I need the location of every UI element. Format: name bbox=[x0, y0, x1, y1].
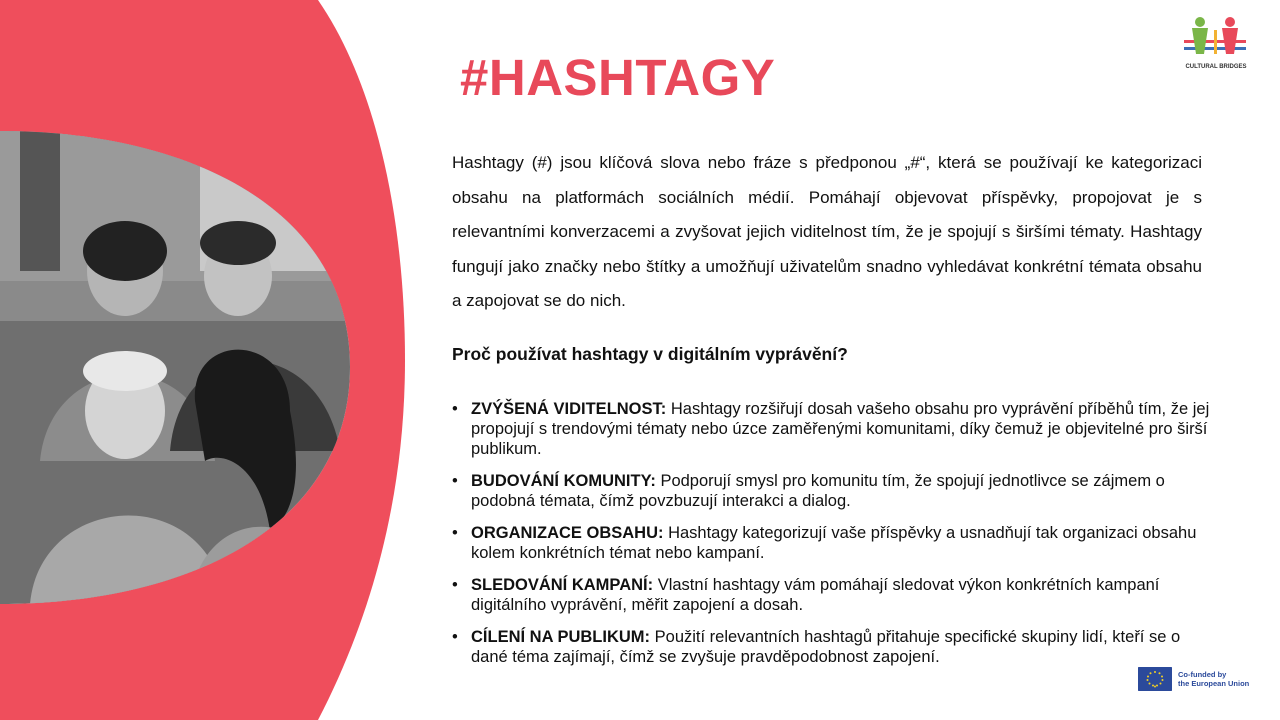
eu-text-line2: the European Union bbox=[1178, 679, 1250, 688]
bullet-label: SLEDOVÁNÍ KAMPANÍ: bbox=[471, 576, 654, 594]
bullet-text: Podporují smysl pro komunitu tím, že spojují jednotlivce se zájmem o podobná témata, čímž povzbuzují interakci a dialog. bbox=[471, 472, 1165, 510]
list-item bbox=[452, 471, 1212, 511]
bullet-label: BUDOVÁNÍ KOMUNITY: bbox=[471, 472, 656, 490]
page-title: #HASHTAGY bbox=[460, 49, 776, 106]
bullet-icon: • bbox=[452, 576, 458, 594]
eu-text-line1: Co-funded by bbox=[1178, 670, 1227, 679]
cultural-bridges-logo bbox=[1170, 14, 1262, 80]
logo-text: CULTURAL BRIDGES bbox=[1185, 64, 1247, 70]
bullet-icon: • bbox=[452, 472, 458, 490]
bullet-icon: • bbox=[452, 400, 458, 418]
bullet-label: ORGANIZACE OBSAHU: bbox=[471, 524, 664, 542]
intro-paragraph: Hashtagy (#) jsou klíčová slova nebo fráze s předponou „#“, která se používají ke kategorizaci obsahu na platformách sociálních médií. Pomáhají objevovat příspěvky, propojovat je s relevantními konverzacemi a zvyšovat jejich viditelnost tím, že je spojují s širšími tématy. Hashtagy fungují jako značky nebo štítky a umožňují uživatelům snadno vyhledávat konkrétní témata obsahu a zapojovat se do nich. bbox=[452, 153, 1202, 310]
bullet-text: Hashtagy kategorizují vaše příspěvky a usnadňují tak organizaci obsahu kolem konkrétních témat nebo kampaní. bbox=[471, 524, 1197, 562]
bullet-icon: • bbox=[452, 524, 458, 542]
eu-cofunded-badge bbox=[1138, 667, 1249, 691]
list-item bbox=[452, 523, 1212, 563]
list-item bbox=[452, 399, 1212, 459]
bullet-text: Hashtagy rozšiřují dosah vašeho obsahu pro vyprávění příběhů tím, že jej propojují s trendovými tématy nebo úzce zaměřenými komunitami, díky čemuž je objevitelné pro širší publikum. bbox=[471, 400, 1210, 458]
bullet-text: Vlastní hashtagy vám pomáhají sledovat výkon konkrétních kampaní digitálního vyprávění, měřit zapojení a dosah. bbox=[471, 576, 1160, 614]
bullet-label: ZVÝŠENÁ VIDITELNOST: bbox=[471, 400, 667, 418]
list-item bbox=[452, 627, 1212, 667]
eu-flag-icon bbox=[1138, 667, 1172, 691]
bullet-icon: • bbox=[452, 628, 458, 646]
bullet-list bbox=[452, 399, 1212, 679]
list-item bbox=[452, 575, 1212, 615]
bullet-text: Použití relevantních hashtagů přitahuje specifické skupiny lidí, kteří se o dané téma zajímají, čímž se zvyšuje pravděpodobnost zapojení. bbox=[471, 628, 1181, 666]
section-heading: Proč používat hashtagy v digitálním vyprávění? bbox=[452, 344, 848, 364]
bullet-label: CÍLENÍ NA PUBLIKUM: bbox=[471, 628, 651, 646]
group-photo bbox=[0, 131, 352, 604]
